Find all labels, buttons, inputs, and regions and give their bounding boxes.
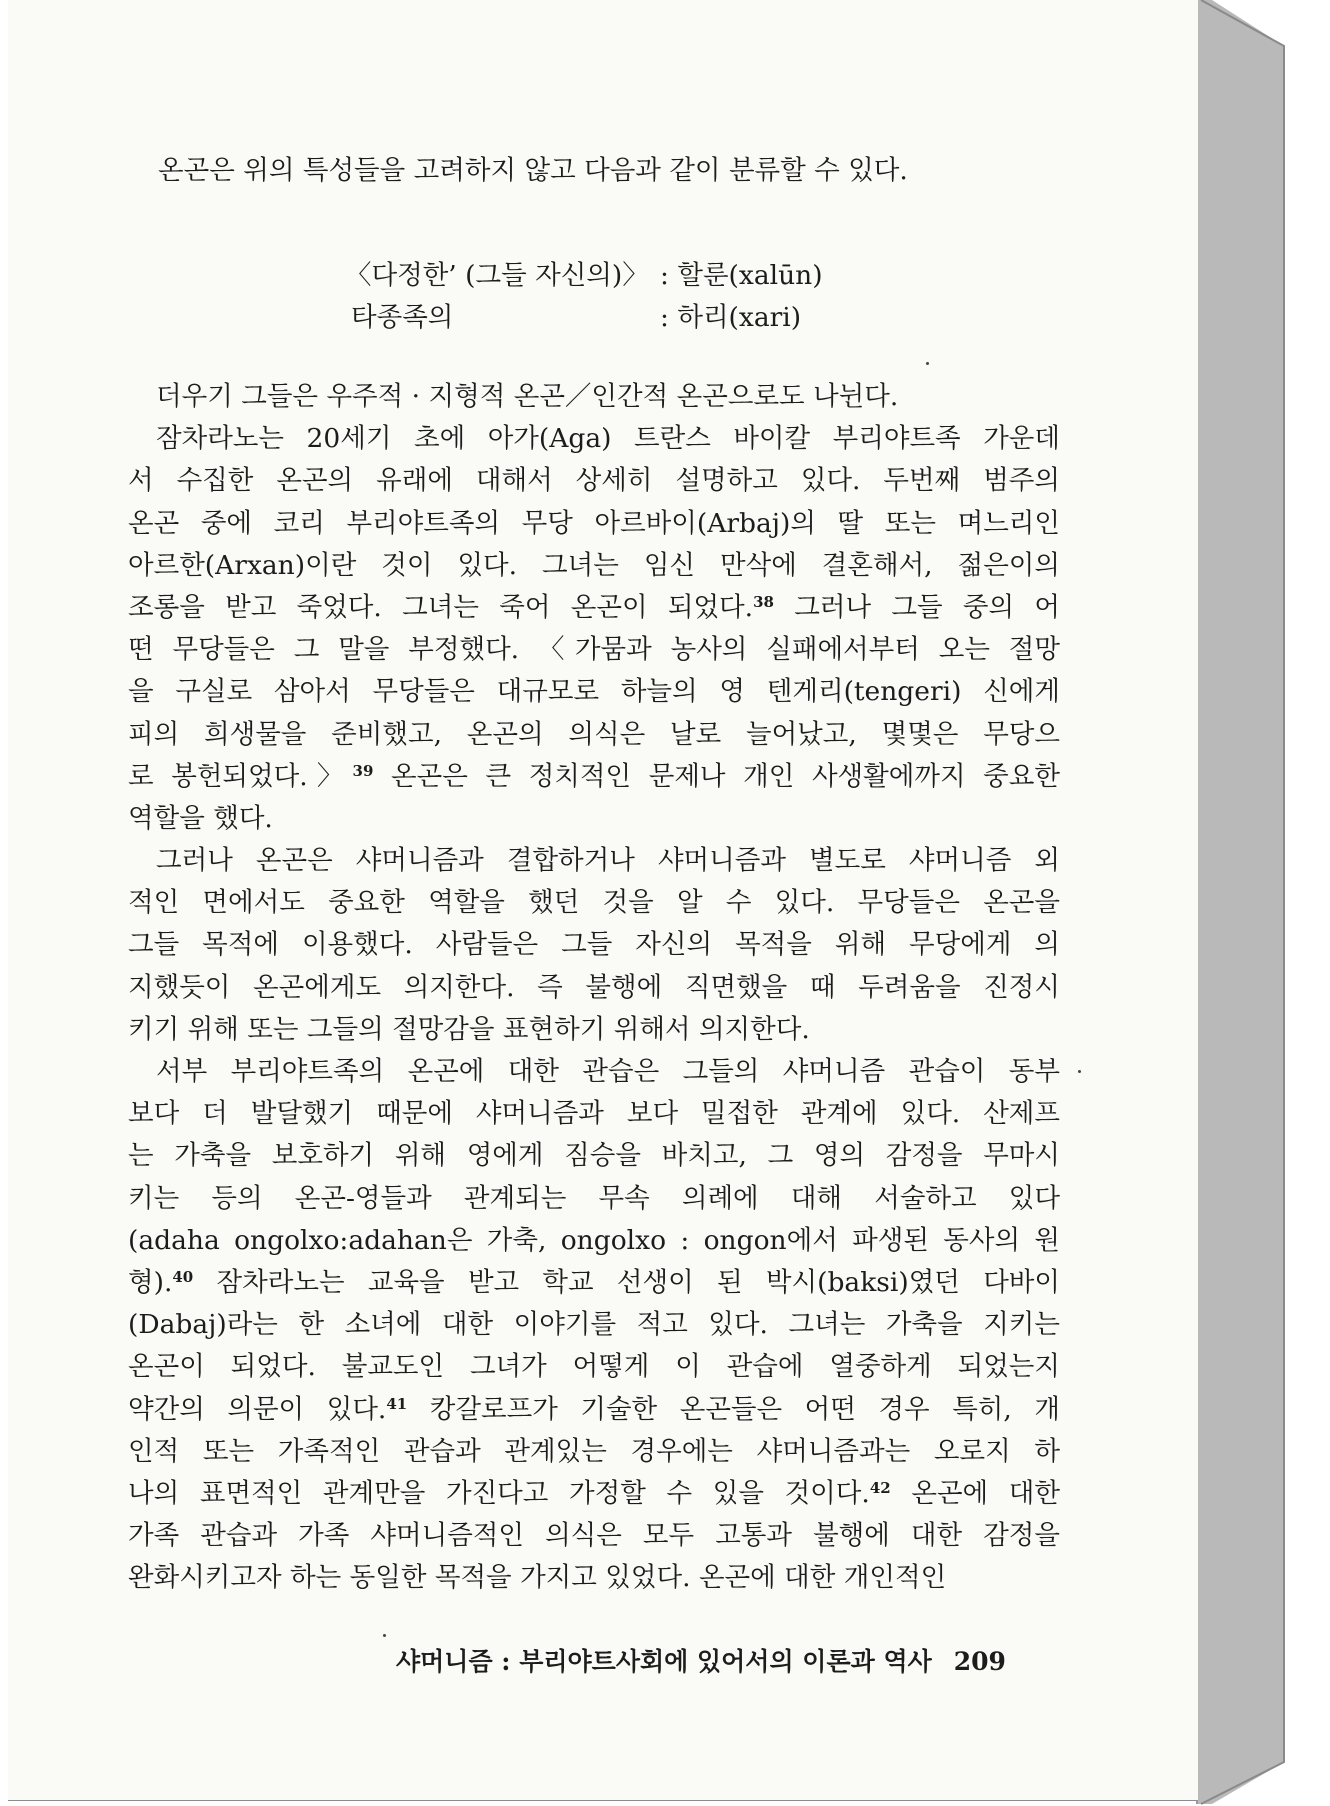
footnote-ref: 40	[172, 1267, 194, 1286]
line-text: 온곤은 큰 정치적인 문제나 개인 사생활에까지 중요한	[373, 760, 1060, 792]
paragraph4-line	[128, 1389, 1060, 1431]
paragraph2-line: 역할을 했다.	[128, 802, 273, 834]
classification-term-2: 타종족의	[351, 302, 454, 333]
footnote-ref: 41	[386, 1394, 408, 1413]
footnote-ref: 42	[869, 1478, 891, 1497]
paragraph2-line: 떤 무당들은 그 말을 부정했다. 〈가뭄과 농사의 실패에서부터 오는 절망	[128, 634, 1060, 666]
intro-sentence: 온곤은 위의 특성들을 고려하지 않고 다음과 같이 분류할 수 있다.	[158, 155, 908, 186]
paragraph2-line: 온곤 중에 코리 부리야트족의 무당 아르바이(Arbaj)의 딸 또는 며느리인	[128, 507, 1060, 539]
paragraph3-line: 그들 목적에 이용했다. 사람들은 그들 자신의 목적을 위해 무당에게 의	[128, 929, 1060, 961]
paragraph2-line: 피의 희생물을 준비했고, 온곤의 의식은 날로 늘어났고, 몇몇은 무당으	[128, 718, 1060, 750]
paragraph3-line: 적인 면에서도 중요한 역할을 했던 것을 알 수 있다. 무당들은 온곤을	[128, 887, 1060, 919]
paragraph4-line: (Dabaj)라는 한 소녀에 대한 이야기를 적고 있다. 그녀는 가축을 지키는	[128, 1309, 1060, 1341]
running-title: 샤머니즘 : 부리야트사회에 있어서의 이론과 역사	[396, 1647, 932, 1676]
paragraph4-line	[128, 1473, 1060, 1515]
classification-value-2: : 하리(xari)	[660, 302, 802, 333]
footnote-ref: 38	[753, 592, 774, 611]
line-text: 그러나 그들 중의 어	[773, 591, 1060, 623]
paragraph4-line: 가족 관습과 가족 샤머니즘적인 의식은 모두 고통과 불행에 대한 감정을	[128, 1520, 1060, 1552]
paragraph3-line: 키기 위해 또는 그들의 절망감을 표현하기 위해서 의지한다.	[128, 1013, 810, 1045]
paragraph4-line: 인적 또는 가족적인 관습과 관계있는 경우에는 샤머니즘과는 오로지 하	[128, 1435, 1060, 1467]
paragraph4-line: 온곤이 되었다. 불교도인 그녀가 어떻게 이 관습에 열중하게 되었는지	[128, 1351, 1060, 1383]
paragraph2-line: 서 수집한 온곤의 유래에 대해서 상세히 설명하고 있다. 두번째 범주의	[128, 465, 1060, 497]
line-text: 잠차라노는 교육을 받고 학교 선생이 된 박시(baksi)였던 다바이	[193, 1266, 1060, 1298]
paragraph2-line	[128, 756, 1060, 798]
paragraph3-line: 그러나 온곤은 샤머니즘과 결합하거나 샤머니즘과 별도로 샤머니즘 외	[156, 845, 1060, 877]
footnote-ref: 39	[352, 761, 374, 780]
page-footer	[396, 1640, 1036, 1684]
paragraph3-line: 지했듯이 온곤에게도 의지한다. 즉 불행에 직면했을 때 두려움을 진정시	[128, 971, 1060, 1003]
page-number: 209	[953, 1647, 1006, 1676]
paragraph4-line: 키는 등의 온곤-영들과 관계되는 무속 의례에 대해 서술하고 있다	[128, 1182, 1060, 1214]
line-text: 캉갈로프가 기술한 온곤들은 어떤 경우 특히, 개	[407, 1393, 1060, 1425]
line-text: 약간의 의문이 있다.	[128, 1393, 387, 1425]
paragraph1-line: 더우기 그들은 우주적 · 지형적 온곤／인간적 온곤으로도 나뉜다.	[156, 381, 899, 412]
paragraph4-line: 보다 더 발달했기 때문에 샤머니즘과 보다 밀접한 관계에 있다. 산제프	[128, 1098, 1060, 1130]
classification-term-1: 〈다정한’ (그들 자신의)〉	[345, 260, 649, 291]
paragraph4-line: 서부 부리야트족의 온곤에 대한 관습은 그들의 샤머니즘 관습이 동부	[156, 1056, 1060, 1087]
scan-speck	[383, 1634, 386, 1637]
paragraph4-line: (adaha ongolxo:adahan은 가축, ongolxo : ongon에서 파생된 동사의 원	[128, 1224, 1060, 1256]
paragraph2-line: 을 구실로 삼아서 무당들은 대규모로 하늘의 영 텐게리(tengeri) 신에게	[128, 676, 1060, 708]
book-page	[8, 0, 1198, 1800]
classification-value-1: : 할룬(xalūn)	[660, 260, 823, 291]
line-text: 로 봉헌되었다.〉	[128, 760, 353, 792]
book-edge-side	[1197, 0, 1284, 1804]
paragraph2-line	[128, 587, 1060, 629]
paragraph2-line: 아르한(Arxan)이란 것이 있다. 그녀는 임신 만삭에 결혼해서, 젊은이의	[128, 549, 1060, 581]
paragraph4-line: 는 가축을 보호하기 위해 영에게 짐승을 바치고, 그 영의 감정을 무마시	[128, 1140, 1060, 1172]
line-text: 조롱을 받고 죽었다. 그녀는 죽어 온곤이 되었다.	[128, 591, 754, 623]
line-text: 나의 표면적인 관계만을 가진다고 가정할 수 있을 것이다.	[128, 1477, 870, 1509]
line-text: 온곤에 대한	[890, 1477, 1060, 1509]
paragraph4-line	[128, 1262, 1060, 1304]
paragraph2-line: 잠차라노는 20세기 초에 아가(Aga) 트란스 바이칼 부리야트족 가운데	[156, 423, 1060, 455]
line-text: 형).	[128, 1266, 173, 1298]
body-text	[128, 376, 1060, 1599]
scan-speck	[1078, 1070, 1081, 1073]
scan-speck	[926, 362, 929, 365]
paragraph4-line: 완화시키고자 하는 동일한 목적을 가지고 있었다. 온곤에 대한 개인적인	[128, 1562, 947, 1594]
